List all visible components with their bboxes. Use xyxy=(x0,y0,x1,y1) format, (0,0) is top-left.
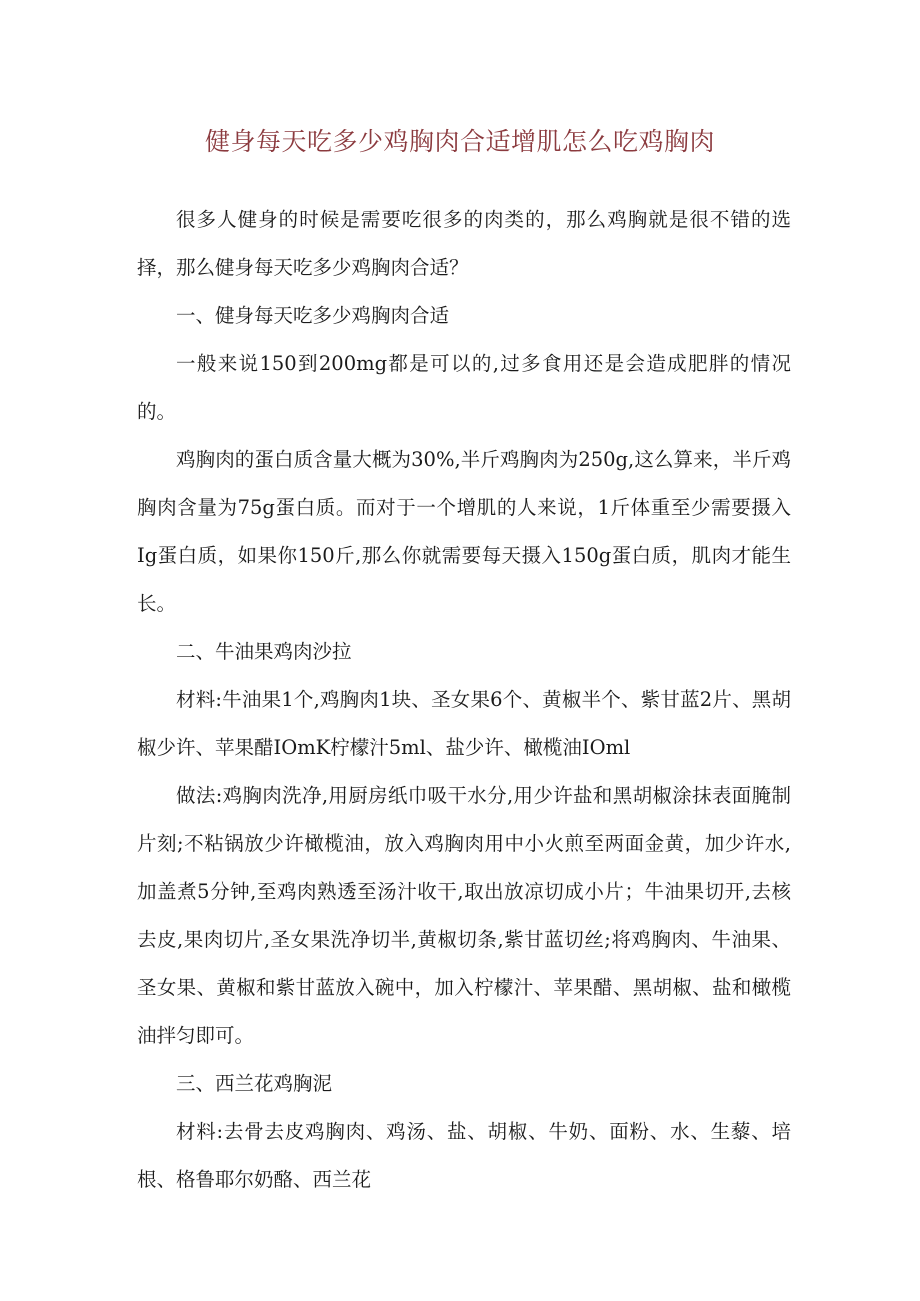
document-title: 健身每天吃多少鸡胸肉合适增肌怎么吃鸡胸肉 xyxy=(204,127,715,156)
document-body xyxy=(137,196,791,1204)
ingredients-paragraph: 材料:去骨去皮鸡胸肉、鸡汤、盐、胡椒、牛奶、面粉、水、生藜、培根、格鲁耶尔奶酪、西兰花 xyxy=(137,1120,791,1191)
intro-paragraph: 很多人健身的时候是需要吃很多的肉类的，那么鸡胸就是很不错的选择，那么健身每天吃多少鸡胸肉合适？ xyxy=(137,208,791,279)
paragraph: 鸡胸肉的蛋白质含量大概为30%,半斤鸡胸肉为250g,这么算来，半斤鸡胸肉含量为75g蛋白质。而对于一个增肌的人来说，1斤体重至少需要摄入Ig蛋白质，如果你150斤,那么你就需要每天摄入150g蛋白质，肌肉才能生长。 xyxy=(137,448,791,615)
section-heading-3: 三、西兰花鸡胸泥 xyxy=(176,1072,333,1095)
method-paragraph: 做法:鸡胸肉洗净,用厨房纸巾吸干水分,用少许盐和黑胡椒涂抹表面腌制片刻;不粘锅放少许橄榄油，放入鸡胸肉用中小火煎至两面金黄，加少许水,加盖煮5分钟,至鸡肉熟透至汤汁收干,取出放凉切成小片；牛油果切开,去核去皮,果肉切片,圣女果洗净切半,黄椒切条,紫甘蓝切丝;将鸡胸肉、牛油果、圣女果、黄椒和紫甘蓝放入碗中，加入柠檬汁、苹果醋、黑胡椒、盐和橄榄油拌匀即可。 xyxy=(137,784,791,1047)
paragraph: 一般来说150到200mg都是可以的,过多食用还是会造成肥胖的情况的。 xyxy=(137,352,791,423)
ingredients-paragraph: 材料:牛油果1个,鸡胸肉1块、圣女果6个、黄椒半个、紫甘蓝2片、黑胡椒少许、苹果醋IOmK柠檬汁5ml、盐少许、橄榄油IOml xyxy=(137,688,791,759)
section-heading-1: 一、健身每天吃多少鸡胸肉合适 xyxy=(176,304,450,327)
section-heading-2: 二、牛油果鸡肉沙拉 xyxy=(176,640,352,663)
